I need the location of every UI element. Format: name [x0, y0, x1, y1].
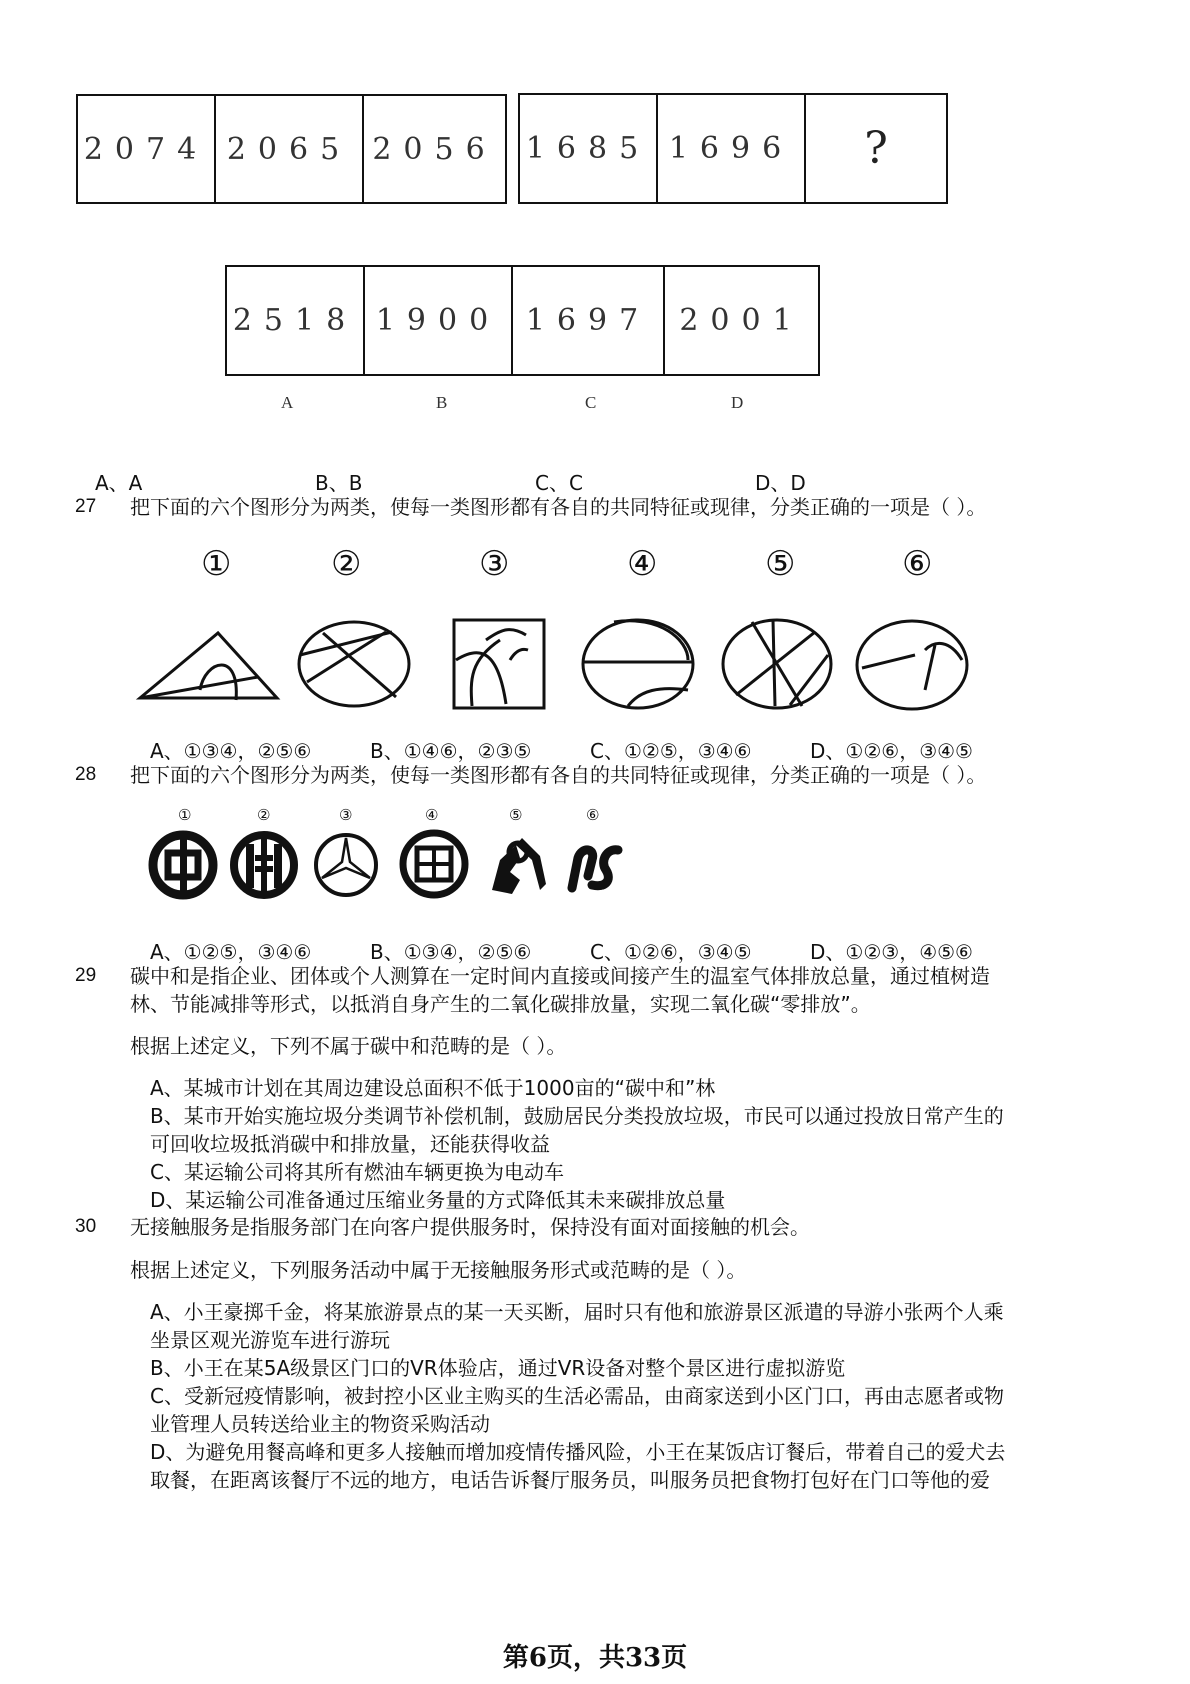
option-letter-c: C: [585, 393, 597, 412]
number-cell: 1696: [658, 95, 806, 202]
star-logo-icon: [316, 835, 376, 895]
option-cell-c: 1697: [513, 267, 665, 374]
number-cell: 2074: [78, 96, 216, 202]
hands-logo-icon: [492, 838, 546, 894]
logo-label: ④: [425, 806, 439, 824]
logo-label: ⑥: [586, 806, 600, 824]
q26-choice-d[interactable]: D、D: [755, 471, 806, 495]
bank-logo-icon: [572, 850, 618, 888]
figure-label: ④: [627, 544, 658, 584]
question-stem: 把下面的六个图形分为两类，使每一类图形都有各自的共同特征或现律，分类正确的一项是（ ）。: [130, 763, 987, 787]
bank-logo-icon: [153, 834, 213, 896]
q26-choice-b[interactable]: B、B: [315, 471, 363, 495]
logo-label: ⑤: [509, 806, 523, 824]
q27-choice-a[interactable]: A、①③④，②⑤⑥: [150, 739, 312, 763]
q30-choice-a-continued: 坐景区观光游览车进行游玩: [150, 1328, 390, 1352]
bank-logo-icon: [234, 835, 294, 895]
q29-choice-b[interactable]: B、某市开始实施垃圾分类调节补偿机制，鼓励居民分类投放垃圾，市民可以通过投放日常产生的: [150, 1104, 1004, 1128]
logo-label: ③: [339, 806, 353, 824]
bank-logo-icon: [403, 833, 465, 895]
q29-choice-c[interactable]: C、某运输公司将其所有燃油车辆更换为电动车: [150, 1160, 564, 1184]
sequence-left-group: [76, 94, 507, 204]
question-number: 28: [75, 764, 97, 785]
q28-choice-d[interactable]: D、①②③，④⑤⑥: [810, 940, 973, 964]
q27-choice-b[interactable]: B、①④⑥，②③⑤: [370, 739, 532, 763]
question-number: 29: [75, 965, 97, 986]
q26-choice-a[interactable]: A、A: [95, 471, 143, 495]
question-stem: 碳中和是指企业、团体或个人测算在一定时间内直接或间接产生的温室气体排放总量，通过植树造: [130, 964, 990, 988]
logo-label: ①: [178, 806, 192, 824]
q28-bank-logos: [145, 825, 635, 905]
q29-choice-b-continued: 可回收垃圾抵消碳中和排放量，还能获得收益: [150, 1132, 550, 1156]
figure-label: ③: [479, 544, 510, 584]
q27-choice-d[interactable]: D、①②⑥，③④⑤: [810, 739, 973, 763]
number-cell: 2065: [216, 96, 364, 202]
question-number: 30: [75, 1216, 97, 1237]
question-mark-cell: ?: [864, 123, 888, 174]
option-cell-b: 1900: [365, 267, 513, 374]
q30-choice-d-continued: 取餐，在距离该餐厅不远的地方，电话告诉餐厅服务员，叫服务员把食物打包好在门口等他的爱: [150, 1468, 990, 1492]
q28-choice-b[interactable]: B、①③④，②⑤⑥: [370, 940, 532, 964]
q30-choice-c-continued: 业管理人员转送给业主的物资采购活动: [150, 1412, 490, 1436]
option-letter-d: D: [731, 393, 744, 412]
logo-label: ②: [257, 806, 271, 824]
question-stem: 把下面的六个图形分为两类，使每一类图形都有各自的共同特征或现律，分类正确的一项是（ ）。: [130, 495, 987, 519]
figure-label: ①: [201, 544, 232, 584]
answer-options-boxes: [225, 265, 820, 376]
page-footer: 第6页，共33页: [502, 1643, 688, 1673]
option-cell-d: 2001: [679, 303, 804, 338]
question-number: 27: [75, 496, 97, 517]
q27-figures: [130, 610, 990, 720]
q30-choice-b[interactable]: B、小王在某5A级景区门口的VR体验店，通过VR设备对整个景区进行虚拟游览: [150, 1356, 846, 1380]
question-prompt: 根据上述定义，下列服务活动中属于无接触服务形式或范畴的是（ ）。: [130, 1258, 747, 1282]
q29-choice-a[interactable]: A、某城市计划在其周边建设总面积不低于1000亩的“碳中和”林: [150, 1076, 716, 1100]
question-prompt: 根据上述定义，下列不属于碳中和范畴的是（ ）。: [130, 1034, 567, 1058]
option-letter-b: B: [436, 393, 448, 412]
q26-choice-c[interactable]: C、C: [535, 471, 583, 495]
q28-choice-a[interactable]: A、①②⑤，③④⑥: [150, 940, 312, 964]
q27-choice-c[interactable]: C、①②⑤，③④⑥: [590, 739, 752, 763]
question-stem-continued: 林、节能减排等形式，以抵消自身产生的二氧化碳排放量，实现二氧化碳“零排放”。: [130, 992, 871, 1016]
number-cell: 1685: [520, 95, 658, 202]
question-stem: 无接触服务是指服务部门在向客户提供服务时，保持没有面对面接触的机会。: [130, 1215, 810, 1239]
q29-choice-d[interactable]: D、某运输公司准备通过压缩业务量的方式降低其未来碳排放总量: [150, 1188, 726, 1212]
figure-label: ⑤: [765, 544, 796, 584]
option-letter-a: A: [281, 393, 294, 412]
sequence-right-group: [518, 93, 948, 204]
figure-label: ⑥: [902, 544, 933, 584]
q30-choice-a[interactable]: A、小王豪掷千金，将某旅游景点的某一天买断，届时只有他和旅游景区派遣的导游小张两个人乘: [150, 1300, 1004, 1324]
option-cell-a: 2518: [227, 267, 365, 374]
q28-choice-c[interactable]: C、①②⑥，③④⑤: [590, 940, 752, 964]
q30-choice-d[interactable]: D、为避免用餐高峰和更多人接触而增加疫情传播风险，小王在某饭店订餐后，带着自己的爱犬去: [150, 1440, 1006, 1464]
q30-choice-c[interactable]: C、受新冠疫情影响，被封控小区业主购买的生活必需品，由商家送到小区门口，再由志愿者或物: [150, 1384, 1004, 1408]
number-cell: 2056: [372, 131, 497, 167]
figure-label: ②: [331, 544, 362, 584]
